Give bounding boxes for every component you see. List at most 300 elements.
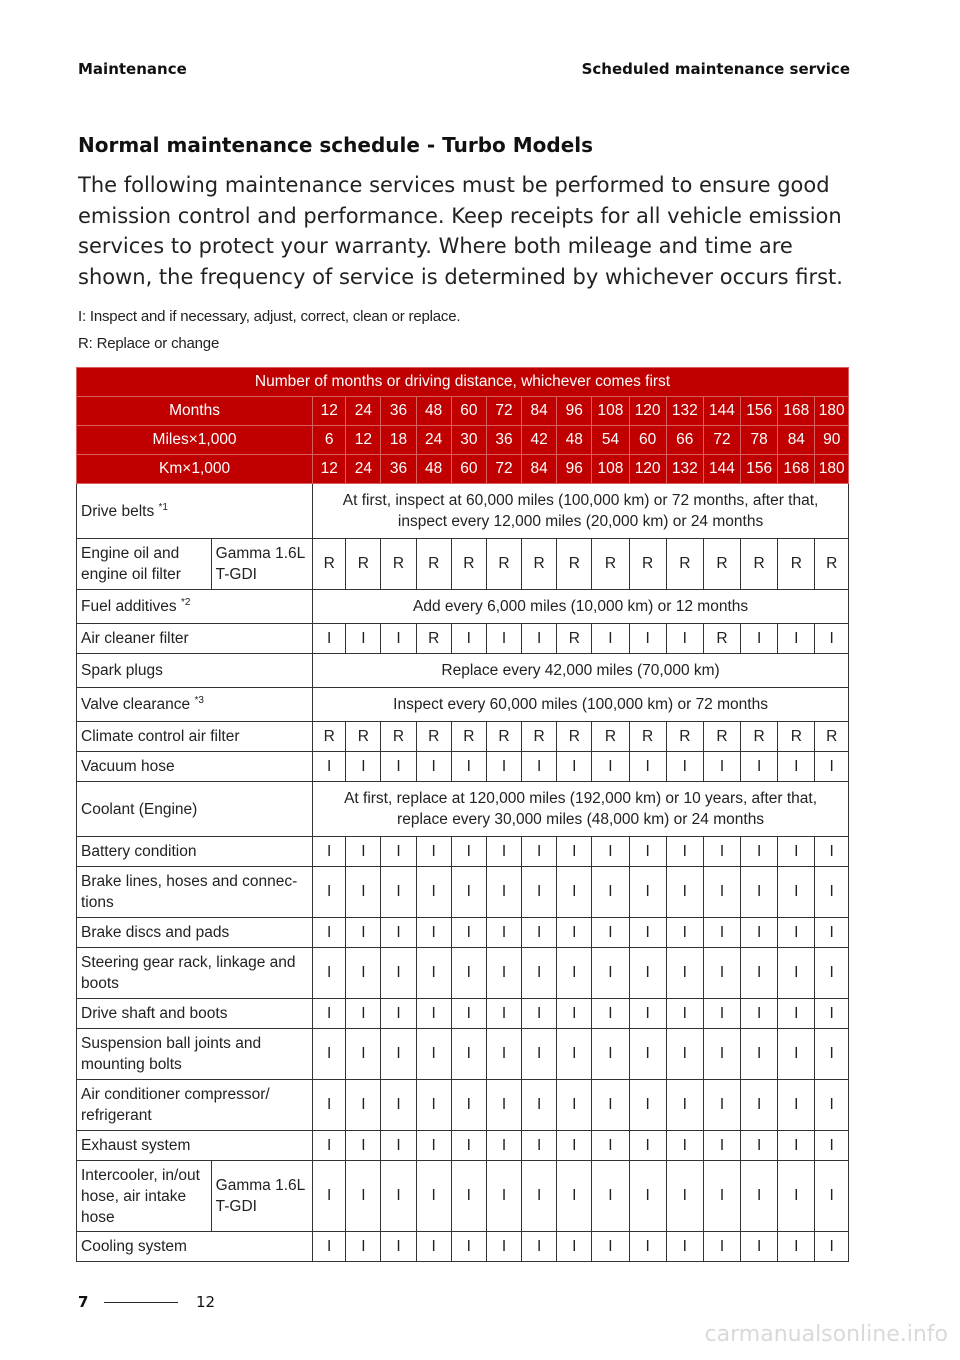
schedule-cell: I [313,837,346,867]
schedule-cell: I [451,999,486,1029]
schedule-cell: R [557,722,592,752]
maintenance-schedule-table [76,367,849,1262]
schedule-cell: I [703,752,740,782]
schedule-cell: I [522,1029,557,1080]
header-page-topic: Scheduled maintenance service [581,60,850,78]
schedule-cell: I [486,999,521,1029]
schedule-cell: I [741,752,778,782]
legend-inspect: I: Inspect and if necessary, adjust, correct, clean or replace. [78,308,461,325]
table-caption: Number of months or driving distance, whichever comes first [77,368,849,397]
km-value: 12 [313,455,346,484]
schedule-cell: I [741,1161,778,1232]
km-value: 144 [703,455,740,484]
miles-row [77,426,849,455]
row-label: Climate control air filter [77,722,313,752]
schedule-cell: I [778,1161,815,1232]
schedule-cell: R [381,539,416,590]
schedule-cell: I [629,1131,666,1161]
months-value: 108 [592,397,629,426]
schedule-cell: I [451,1131,486,1161]
schedule-cell: I [666,1080,703,1131]
schedule-cell: I [381,918,416,948]
schedule-cell: I [592,624,629,654]
schedule-cell: I [815,918,849,948]
schedule-cell: I [815,837,849,867]
schedule-cell: I [815,999,849,1029]
schedule-cell: I [313,1131,346,1161]
schedule-cell: I [557,1080,592,1131]
row-label: Intercooler, in/out hose, air intake hose [77,1161,212,1232]
schedule-cell: I [346,1080,381,1131]
schedule-cell: R [666,539,703,590]
schedule-cell: I [486,624,521,654]
schedule-cell: R [629,539,666,590]
row-label: Coolant (Engine) [77,782,313,837]
row-drive-shaft [77,999,849,1029]
schedule-cell: I [778,999,815,1029]
schedule-cell: I [592,867,629,918]
miles-value: 66 [666,426,703,455]
months-value: 168 [778,397,815,426]
row-text: Inspect every 60,000 miles (100,000 km) or 72 months [313,688,849,722]
schedule-cell: I [703,867,740,918]
schedule-cell: I [346,1232,381,1262]
schedule-cell: I [778,1029,815,1080]
row-brake-lines [77,867,849,918]
schedule-cell: I [416,1232,451,1262]
row-air-cleaner [77,624,849,654]
km-value: 96 [557,455,592,484]
schedule-cell: I [451,867,486,918]
schedule-cell: R [592,722,629,752]
schedule-cell: I [381,752,416,782]
schedule-cell: I [741,999,778,1029]
schedule-cell: I [346,1131,381,1161]
schedule-cell: R [741,539,778,590]
miles-value: 84 [778,426,815,455]
schedule-cell: I [629,1232,666,1262]
schedule-cell: I [557,837,592,867]
schedule-cell: I [666,837,703,867]
schedule-cell: I [313,1029,346,1080]
schedule-cell: I [522,624,557,654]
schedule-cell: I [703,1080,740,1131]
schedule-cell: I [666,624,703,654]
schedule-cell: R [778,722,815,752]
schedule-cell: I [592,752,629,782]
schedule-cell: I [703,999,740,1029]
schedule-cell: I [629,999,666,1029]
row-label: Fuel additives $^{*2}$ [77,590,313,624]
row-ac-compressor [77,1080,849,1131]
schedule-cell: I [416,999,451,1029]
miles-value: 12 [346,426,381,455]
schedule-cell: I [741,867,778,918]
schedule-cell: I [666,752,703,782]
schedule-cell: I [313,1232,346,1262]
miles-value: 54 [592,426,629,455]
schedule-cell: I [451,918,486,948]
schedule-cell: I [313,867,346,918]
months-row [77,397,849,426]
km-value: 84 [522,455,557,484]
km-value: 132 [666,455,703,484]
schedule-cell: I [416,1131,451,1161]
schedule-cell: I [557,999,592,1029]
row-label: Steering gear rack, linkage and boots [77,948,313,999]
row-label: Exhaust system [77,1131,313,1161]
schedule-cell: I [522,1232,557,1262]
schedule-cell: R [522,722,557,752]
schedule-cell: I [741,1029,778,1080]
km-value: 120 [629,455,666,484]
page-title: Normal maintenance schedule - Turbo Models [78,133,594,157]
schedule-cell: I [629,1029,666,1080]
schedule-cell: I [416,948,451,999]
footer-chapter-number: 7 [78,1293,89,1311]
schedule-cell: I [346,1029,381,1080]
row-label: Vacuum hose [77,752,313,782]
schedule-cell: R [346,539,381,590]
schedule-cell: I [666,999,703,1029]
schedule-cell: I [629,837,666,867]
km-value: 36 [381,455,416,484]
schedule-cell: I [486,1029,521,1080]
km-value: 168 [778,455,815,484]
km-value: 24 [346,455,381,484]
schedule-cell: I [778,752,815,782]
schedule-cell: I [629,624,666,654]
row-label: Engine oil and engine oil filter [77,539,212,590]
schedule-cell: I [666,948,703,999]
schedule-cell: I [416,918,451,948]
km-value: 108 [592,455,629,484]
schedule-cell: I [741,918,778,948]
schedule-cell: I [557,1131,592,1161]
schedule-cell: I [778,837,815,867]
schedule-cell: I [629,1161,666,1232]
schedule-cell: I [741,624,778,654]
schedule-cell: I [381,948,416,999]
schedule-cell: I [313,1161,346,1232]
schedule-cell: I [522,1161,557,1232]
months-value: 96 [557,397,592,426]
months-value: 120 [629,397,666,426]
schedule-cell: R [522,539,557,590]
row-label: Valve clearance $^{*3}$ [77,688,313,722]
schedule-cell: R [313,539,346,590]
row-text: Add every 6,000 miles (10,000 km) or 12 months [313,590,849,624]
schedule-cell: I [313,918,346,948]
schedule-cell: R [416,624,451,654]
schedule-cell: I [778,918,815,948]
schedule-cell: I [416,1029,451,1080]
schedule-cell: I [381,1029,416,1080]
schedule-cell: I [815,948,849,999]
miles-value: 60 [629,426,666,455]
schedule-cell: R [666,722,703,752]
schedule-cell: R [629,722,666,752]
schedule-cell: I [346,867,381,918]
row-vacuum-hose [77,752,849,782]
schedule-cell: I [592,948,629,999]
months-value: 24 [346,397,381,426]
row-label: Battery condition [77,837,313,867]
miles-value: 24 [416,426,451,455]
schedule-cell: I [346,918,381,948]
row-sub-label: Gamma 1.6L T-GDI [211,539,312,590]
schedule-cell: I [346,752,381,782]
km-row [77,455,849,484]
schedule-cell: I [451,1232,486,1262]
row-climate-filter [77,722,849,752]
schedule-cell: I [522,867,557,918]
months-value: 36 [381,397,416,426]
row-label: Brake discs and pads [77,918,313,948]
watermark-logo: carmanualsonline.info [704,1322,948,1347]
months-value: 84 [522,397,557,426]
schedule-cell: I [346,837,381,867]
schedule-cell: I [815,867,849,918]
schedule-cell: I [451,752,486,782]
schedule-cell: I [486,1131,521,1161]
row-engine-oil [77,539,849,590]
schedule-cell: R [451,722,486,752]
schedule-cell: I [666,1232,703,1262]
schedule-cell: I [381,837,416,867]
schedule-cell: I [592,1029,629,1080]
schedule-cell: I [815,1232,849,1262]
schedule-cell: I [815,1161,849,1232]
schedule-cell: I [666,867,703,918]
km-label: Km×1,000 [77,455,313,484]
months-value: 12 [313,397,346,426]
schedule-cell: R [381,722,416,752]
schedule-cell: R [741,722,778,752]
miles-value: 18 [381,426,416,455]
schedule-cell: I [451,948,486,999]
schedule-cell: I [346,624,381,654]
schedule-cell: I [313,624,346,654]
schedule-cell: I [778,1232,815,1262]
row-intercooler [77,1161,849,1232]
km-value: 156 [741,455,778,484]
row-label: Drive shaft and boots [77,999,313,1029]
schedule-cell: I [381,1232,416,1262]
schedule-cell: I [666,1029,703,1080]
schedule-cell: I [486,1232,521,1262]
row-label: Drive belts $^{*1}$ [77,484,313,539]
row-label: Air cleaner filter [77,624,313,654]
schedule-cell: I [381,867,416,918]
schedule-cell: I [486,837,521,867]
schedule-cell: I [313,1080,346,1131]
schedule-cell: I [741,837,778,867]
months-value: 60 [451,397,486,426]
miles-value: 42 [522,426,557,455]
row-text: Replace every 42,000 miles (70,000 km) [313,654,849,688]
schedule-cell: I [703,1029,740,1080]
schedule-cell: I [629,948,666,999]
km-value: 72 [486,455,521,484]
months-value: 48 [416,397,451,426]
row-cooling [77,1232,849,1262]
miles-value: 48 [557,426,592,455]
schedule-cell: I [815,752,849,782]
schedule-cell: I [557,948,592,999]
schedule-cell: R [557,624,592,654]
schedule-cell: I [703,918,740,948]
schedule-cell: I [416,752,451,782]
schedule-cell: I [381,999,416,1029]
legend-replace: R: Replace or change [78,335,220,352]
schedule-cell: I [629,867,666,918]
schedule-cell: R [313,722,346,752]
schedule-cell: I [522,1131,557,1161]
schedule-cell: I [741,1232,778,1262]
schedule-cell: I [741,1080,778,1131]
schedule-cell: I [451,624,486,654]
schedule-cell: I [629,1080,666,1131]
schedule-cell: I [522,999,557,1029]
schedule-cell: I [416,1080,451,1131]
miles-value: 30 [451,426,486,455]
schedule-cell: I [666,1131,703,1161]
schedule-cell: I [629,918,666,948]
schedule-cell: I [486,1080,521,1131]
schedule-cell: R [703,722,740,752]
schedule-cell: I [486,948,521,999]
row-fuel-additives [77,590,849,624]
schedule-cell: I [557,918,592,948]
schedule-cell: R [346,722,381,752]
header-section-title: Maintenance [78,60,187,78]
row-brake-discs [77,918,849,948]
schedule-cell: I [557,867,592,918]
row-valve-clearance [77,688,849,722]
schedule-cell: R [486,539,521,590]
schedule-cell: I [703,948,740,999]
schedule-cell: I [592,918,629,948]
schedule-cell: I [381,1161,416,1232]
schedule-cell: R [592,539,629,590]
km-value: 48 [416,455,451,484]
schedule-cell: I [629,752,666,782]
row-exhaust [77,1131,849,1161]
schedule-cell: I [522,837,557,867]
schedule-cell: R [557,539,592,590]
schedule-cell: I [592,1131,629,1161]
row-suspension [77,1029,849,1080]
schedule-cell: I [486,918,521,948]
schedule-cell: I [592,837,629,867]
schedule-cell: I [313,752,346,782]
schedule-cell: I [451,837,486,867]
schedule-cell: I [416,837,451,867]
schedule-cell: I [703,1232,740,1262]
row-drive-belts [77,484,849,539]
schedule-cell: I [557,752,592,782]
miles-value: 78 [741,426,778,455]
schedule-cell: I [778,1131,815,1161]
schedule-cell: I [815,624,849,654]
schedule-cell: R [486,722,521,752]
row-text: At first, inspect at 60,000 miles (100,000 km) or 72 months, after that, inspect every 12,000 miles (20,000 km) or 24 months [313,484,849,539]
row-steering [77,948,849,999]
schedule-cell: I [778,1080,815,1131]
miles-value: 6 [313,426,346,455]
miles-value: 90 [815,426,849,455]
schedule-cell: I [381,624,416,654]
footer-page-number: 12 [196,1293,216,1311]
schedule-cell: I [557,1029,592,1080]
schedule-cell: I [346,948,381,999]
row-label: Air conditioner compressor/ refrigerant [77,1080,313,1131]
schedule-cell: I [346,1161,381,1232]
row-spark-plugs [77,654,849,688]
schedule-cell: I [815,1080,849,1131]
schedule-cell: I [522,752,557,782]
schedule-cell: I [522,948,557,999]
months-value: 180 [815,397,849,426]
footer-divider [104,1302,178,1303]
months-value: 72 [486,397,521,426]
schedule-cell: I [451,1161,486,1232]
schedule-cell: I [381,1080,416,1131]
schedule-cell: I [486,1161,521,1232]
schedule-cell: R [416,539,451,590]
km-value: 60 [451,455,486,484]
months-value: 144 [703,397,740,426]
schedule-cell: I [416,1161,451,1232]
row-coolant [77,782,849,837]
miles-label: Miles×1,000 [77,426,313,455]
schedule-cell: I [557,1161,592,1232]
footnote-marker: *3 [194,694,204,706]
schedule-cell: I [522,1080,557,1131]
schedule-cell: I [778,624,815,654]
schedule-cell: I [778,948,815,999]
months-value: 132 [666,397,703,426]
footnote-marker: *1 [158,501,168,513]
row-battery [77,837,849,867]
schedule-cell: I [451,1029,486,1080]
schedule-cell: R [703,539,740,590]
intro-paragraph: The following maintenance services must be performed to ensure good emission control and performance. Keep receipts for all vehicle emission services to protect your warranty. Where both mileage and time are shown, the frequency of service is determined by whichever occurs first. [78,173,843,289]
schedule-cell: I [592,1080,629,1131]
schedule-cell: I [416,867,451,918]
schedule-cell: I [451,1080,486,1131]
schedule-cell: I [486,752,521,782]
schedule-cell: I [486,867,521,918]
schedule-cell: I [815,1131,849,1161]
schedule-cell: R [451,539,486,590]
schedule-cell: I [522,918,557,948]
schedule-cell: I [778,867,815,918]
schedule-cell: I [741,1131,778,1161]
schedule-cell: R [778,539,815,590]
schedule-cell: I [592,1232,629,1262]
schedule-cell: I [592,999,629,1029]
schedule-cell: I [703,1161,740,1232]
schedule-cell: R [416,722,451,752]
footnote-marker: *2 [180,596,191,608]
row-label: Spark plugs [77,654,313,688]
schedule-cell: I [313,999,346,1029]
row-label: Cooling system [77,1232,313,1262]
months-label: Months [77,397,313,426]
schedule-cell: I [666,1161,703,1232]
